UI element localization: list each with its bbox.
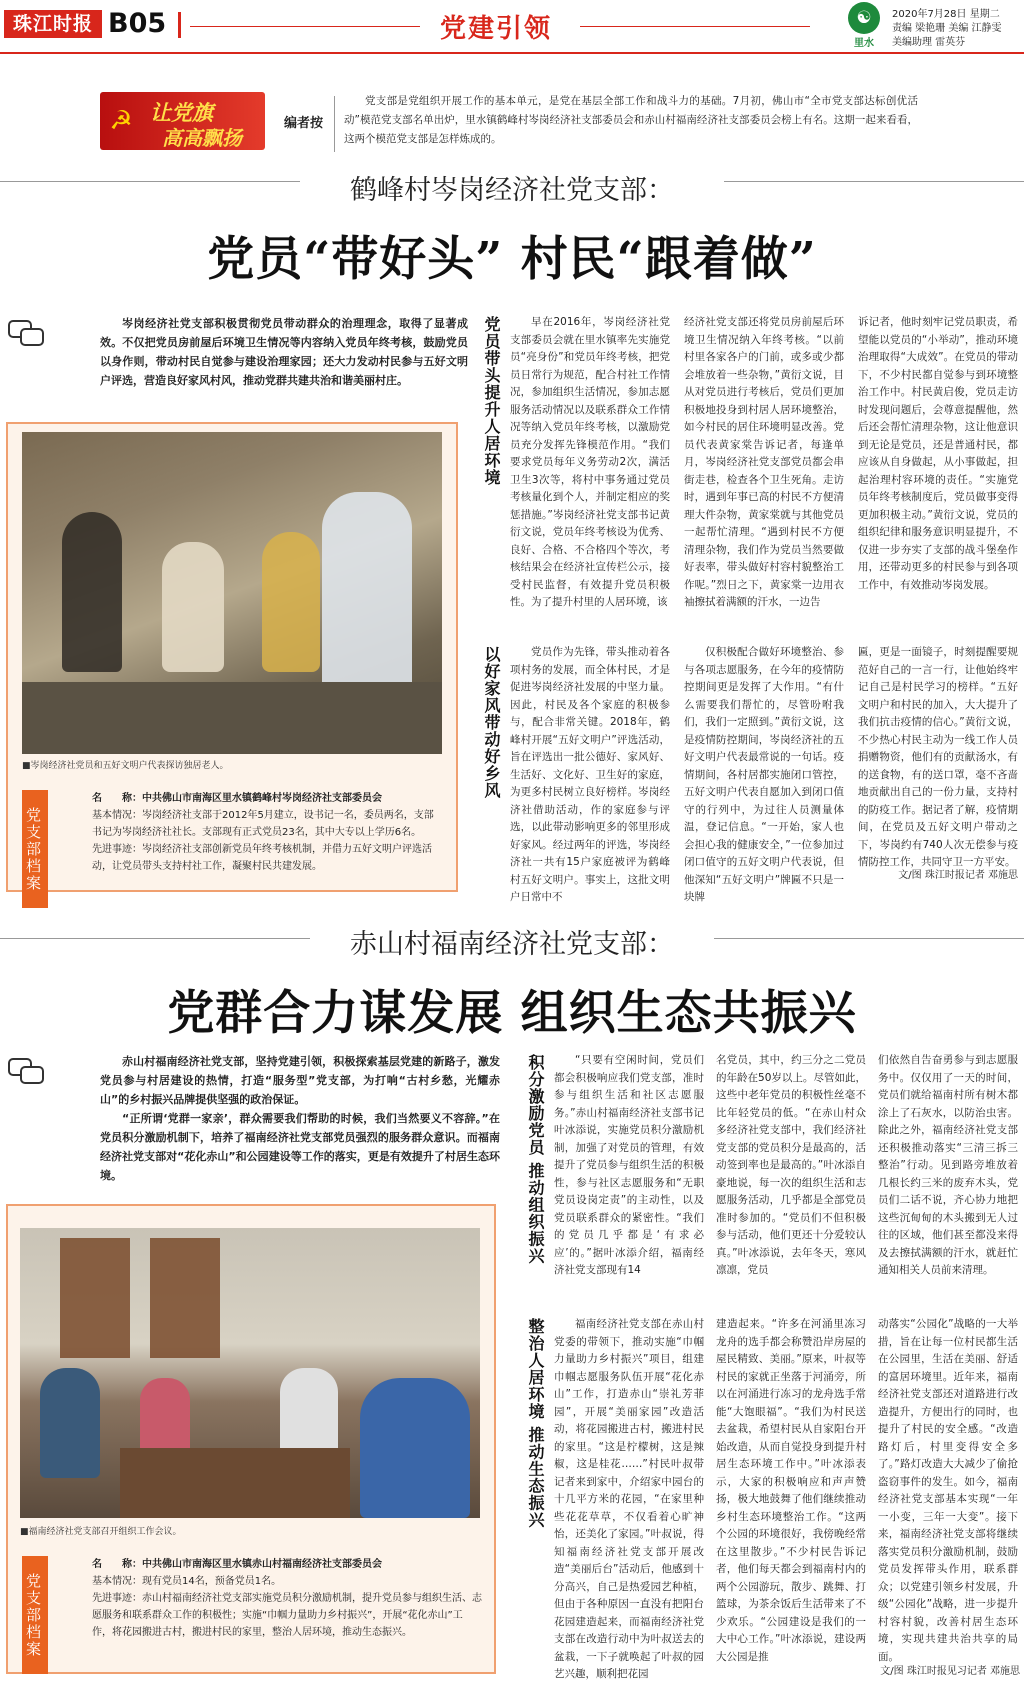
- town-logo: [844, 2, 884, 48]
- article1-sub1-col1: 早在2016年，岑岗经济社党支部委员会就在里水镇率先实施党员“亮身份”和党员年终考核，把党员日常行为规范，配合村社工作情况，参加组织生活情况，参加志愿服务活动情况以及联系群众工作情况等纳入党员年终考核，以激励党员充分发挥先锋模范作用。“我们要求党员每年义务劳动2次，满活卫生3次等，将村中事务通过党员考核量化到个人，并制定相应的奖惩措施。”岑岗经济社党支部书记黄衍文说，党员年终考核设为优秀、良好、合格、不合格四个等次，考核结果会在经济社宣传栏公示，接受村民监督，有效提升党员积极性。为了提升村里的人居环境，该: [510, 316, 670, 608]
- header-divider: [178, 12, 181, 38]
- speech-bubble-icon: [8, 1058, 42, 1088]
- article1-sub1-col2: 经济社党支部还将党员房前屋后环境卫生情况纳入年终考核。“以前村里各家各户的门前，或多或少都会堆放着一些杂物，”黄衍文说，目从对党员进行考核后，党员们更加积极地投身到村居人居环境整治，如今村民的居住环境明显改善。党员代表黄家棠告诉记者，每逢单月，岑岗经济社党支部党员都会串街走巷，检查各个卫生死角。走访时，遇到年事已高的村民不方便清理大件杂物，黄家棠就与其他党员一起帮忙清理。“遇到村民不方便清理杂物，我们作为党员当然要做好表率，带头做好村容村貌整治工作呢。”烈日之下，黄家棠一边用衣袖擦拭着满额的汗水，一边告: [684, 316, 844, 608]
- article2-photo-caption: ■福南经济社党支部召开组织工作会议。: [20, 1527, 182, 1537]
- editors-line-2: 美编助理 雷英芬: [892, 37, 966, 48]
- town-logo-icon: ☯: [848, 2, 880, 34]
- article1-sub2-col1: 党员作为先锋，带头推动着各项村务的发展，而全体村民，才是促进岑岗经济社发展的中坚力量。因此，村民及各个家庭的积极参与，配合非常关键。2018年，鹤峰村开展“五好文明户”评选活动，旨在评选出一批公德好、家风好、生活好、文化好、卫生好的家庭，为更多村民树立良好榜样。岑岗经济社借助活动，作的家庭参与评选，以此带动影响更多的邻里形成好家风。经过两年的评选，岑岗经济社一共有15户家庭被评为鹤峰村五好文明户。事实上，这批文明户日常中不: [510, 646, 670, 903]
- archive-name: 名 称：中共佛山市南海区里水镇鹤峰村岑岗经济社支部委员会: [92, 793, 382, 804]
- article2-subhead-2: 整治人居环境 推动生态振兴: [526, 1318, 545, 1529]
- archive-basic: 基本情况：现有党员14名，预备党员1名。: [92, 1576, 282, 1587]
- article2-rule-left: [0, 938, 310, 939]
- editor-label: 编者按: [284, 116, 324, 131]
- header-right-rule: [580, 26, 810, 27]
- archive-name: 名 称：中共佛山市南海区里水镇赤山村福南经济社支部委员会: [92, 1559, 382, 1570]
- archive-deeds: 先进事迹：岑岗经济社支部创新党员年终考核机制，并借力五好文明户评选活动，让党员带头支持村社工作，凝聚村民共建发展。: [92, 844, 432, 872]
- article1-lead: 岑岗经济社党支部积极贯彻党员带动群众的治理理念，取得了显著成效。不仅把党员房前屋后环境卫生情况等内容纳入党员年终考核，鼓励党员以身作则，带动村民自觉参与建设治理家园；还大力发动村民参与五好文明户评选，营造良好家风村风，推动党群共建共治和谐美丽村庄。: [100, 317, 468, 387]
- article1-byline: 文/图 珠江时报记者 邓施思: [898, 870, 1018, 881]
- article2-rule-right: [714, 938, 1024, 939]
- issue-date: 2020年7月28日 星期二: [892, 9, 1000, 20]
- article2-sub2-col2: 建造起来。“许多在河涌里冻习龙舟的选手都会称赞沿岸房屋的屋民精致、美丽。”原来，叶叔等村民的家就正坐落于河涌旁，所以在河涌进行冻习的龙舟选手常能“大饱眼福”。“我们为村民送去盆栽，希望村民从自家阳台开始改造，从而自觉投身到提升村居生态环境工作中。”叶冰添表示，大家的积极响应和声声赞扬，极大地鼓舞了他们继续推动乡村生态环境整治工作。“这两个公园的环境很好，我傍晚经常在这里散步。”不少村民告诉记者，他们每天都会到福南村内的两个公园游玩，散步、跳舞、打篮球，为茶余饭后生活带来了不少欢乐。“公园建设是我们的一大中心工作。”叶冰添说，建设两大公园是推: [716, 1318, 866, 1663]
- article1-headline: 党员“带好头” 村民“跟着做”: [207, 232, 817, 287]
- editor-label-divider: [334, 96, 335, 152]
- article2-lead-p1: 赤山村福南经济社党支部，坚持党建引领，积极探索基层党建的新路子，激发党员参与村居建设的热情，打造“服务型”党支部，为打响“古村乡愁，光耀赤山”的乡村振兴品牌提供坚强的政治保证。: [100, 1055, 500, 1106]
- paper-name: 珠江时报: [4, 10, 102, 38]
- section-title: 党建引领: [440, 14, 553, 44]
- banner-title-line2: 高高飘扬: [162, 126, 242, 150]
- article1-kicker: 鹤峰村岑岗经济社党支部：: [350, 175, 674, 206]
- issue-info: [892, 8, 1022, 50]
- article2-sub2-col1: 福南经济社党支部在赤山村党委的带领下，推动实施“巾帼力量助力乡村振兴”项目，组建巾帼志愿服务队伍开展“花化赤山”工作，打造赤山“崇礼芳菲园”，开展“美丽家园”改造活动，将花园搬进古村，搬进村民的家里。“这是柠檬树，这是辣椒，这是桂花……”村民叶叔带记者来到家中，介绍家中园台的十几平方米的花园，“在家里种些花花草草，不仅看着心旷神怡，还美化了家园。”叶叔说，得知福南经济社党支部开展改造“美丽后台”活动后，他感到十分高兴，自己是热爱园艺种植，但由于各种原因一直没有把阳台花园建造起来，而福南经济社党支部在改造行动中为叶叔送去的盆栽，一下子就唤起了叶叔的园艺兴趣，顺利把花园: [554, 1318, 704, 1680]
- speech-bubble-icon: [8, 320, 42, 350]
- article1-subhead-2: 以好家风带动好乡风: [482, 646, 501, 799]
- article1-sub1-col3: 诉记者，他时刻牢记党员职责，希望能以党员的“小举动”，推动环境治理取得“大成效”。在党员的带动下，不少村民都自觉参与到环境整治工作中。村民黄启俊，党员走访时发现问题后，会尊意提醒他，然后还会帮忙清理杂物，这让他意识到无论是党员，还是普通村民，都应该从自身做起，从小事做起，担起治理村容环境的责任。“实施党员年终考核制度后，党员做事变得更加积极主动。”黄衍文说，党员的组织纪律和服务意识明显提升，不仅进一步夯实了支部的战斗堡垒作用，还带动更多的村民参与到各项工作中，有效推动岑岗发展。: [858, 316, 1018, 591]
- article1-sub2-col3: 匾，更是一面镜子，时刻提醒要规范好自己的一言一行，让他始终牢记自己是村民学习的榜样。“五好文明户和村民的加入，大大提升了我们抗击疫情的信心。”黄衍文说，不少热心村民主动为一线工作人员捐赠物资，他们有的贡献汤水，有的送食物，有的送口罩，毫不吝啬地贡献出自己的一份力量，支持村的防疫工作。据记者了解，疫情期间，在党员及五好文明户带动之下，岑岗约有740人次无偿参与疫情防控工作，共同守卫一方平安。: [858, 646, 1018, 868]
- article2-headline: 党群合力谋发展 组织生态共振兴: [167, 986, 857, 1041]
- article1-archive: [92, 790, 442, 875]
- article2-photo: [20, 1228, 480, 1518]
- banner-title-line1: 让党旗: [150, 100, 213, 125]
- masthead: [0, 0, 1024, 52]
- article2-lead: [100, 1052, 500, 1185]
- article2-sub1-col2: 名党员，其中，约三分之二党员的年龄在50岁以上。尽管如此，这些中老年党员的积极性丝毫不比年轻党员的低。“在赤山村众多经济社党支部中，我们经济社党支部的党员积分是最高的，活动签到率也是最高的。”叶冰添自豪地说，每一次的组织生活和志愿服务活动，几乎都是全部党员准时参加的。“党员们不但积极参与活动，他们更还十分爱较认真。”叶冰添说，去年冬天，寒风凛凛，党员: [716, 1054, 866, 1276]
- archive-deeds: 先进事迹：赤山村福南经济社党支部实施党员积分激励机制，提升党员参与组织生活、志愿服务和联系群众工作的积极性；实施“巾帼力量助力乡村振兴”，开展“花化赤山”工作，将花园搬进古村，搬进村民的家里，整治人居环境，推动生态振兴。: [92, 1593, 482, 1638]
- header-left-rule: [190, 26, 420, 27]
- editor-note: 党支部是党组织开展工作的基本单元，是党在基层全部工作和战斗力的基础。7月初，佛山市“全市党支部达标创优活动”模范党支部名单出炉，里水镇鹤峰村岑岗经济社支部委员会和赤山村福南经济社支部委员会榜上有名。这期一起来看看，这两个模范党支部是怎样炼成的。: [344, 95, 918, 145]
- banner-badge: [100, 92, 265, 150]
- town-logo-text: 里水: [854, 38, 874, 49]
- article1-archive-tag: 党支部档案: [22, 790, 48, 908]
- article2-subhead-1: 积分激励党员 推动组织振兴: [526, 1054, 545, 1265]
- article2-archive: [92, 1556, 482, 1641]
- archive-basic: 基本情况：岑岗经济社支部于2012年5月建立，设书记一名，委员两名，支部书记为岑岗经济社社长。支部现有正式党员23名，其中大专以上学历6名。: [92, 810, 434, 838]
- article2-byline: 文/图 珠江时报见习记者 邓施思: [880, 1666, 1020, 1677]
- article2-kicker: 赤山村福南经济社党支部：: [350, 929, 674, 960]
- article2-archive-tag: 党支部档案: [22, 1556, 48, 1674]
- article2-sub1-col1: “只要有空闲时间，党员们都会积极响应我们党支部，准时参与组织生活和社区志愿服务。”赤山村福南经济社支部书记叶冰添说，实施党员积分激励机制，加强了对党员的管理，有效提升了党员参与组织生活的积极性，参与社区志愿服务和“无职党员设岗定责”的主动性，以及党员联系群众的紧密性。“我们的党员几乎都是‘有求必应’的。”据叶冰添介绍，福南经济社党支部现有14: [554, 1054, 704, 1276]
- article1-subhead-1: 党员带头提升人居环境: [482, 316, 501, 486]
- page-number: B05: [108, 8, 167, 39]
- article2-sub1-col3: 们依然自告奋勇参与到志愿服务中。仅仅用了一天的时间，党员们就给福南村所有树木都涂上了石灰水，以防治虫害。除此之外，福南经济社党支部还积极推动落实“三清三拆三整治”行动。见到路旁堆放着几根长约三米的废弃木头，党员们二话不说，齐心协力地把这些沉甸甸的木头搬到无人过往的区域，他们甚至都没来得及去擦拭满额的汗水，就赶忙通知相关人员前来清理。: [878, 1054, 1018, 1276]
- article1-photo-caption: ■岑岗经济社党员和五好文明户代表探访独居老人。: [22, 761, 229, 771]
- article2-lead-p2: “正所谓‘党群一家亲’，群众需要我们帮助的时候，我们当然要义不容辞。”在党员积分激励机制下，培养了福南经济社党支部党员强烈的服务群众意识。而福南经济社党支部对“花化赤山”和公园建设等工作的落实，更是有效提升了村居生态环境。: [100, 1112, 500, 1182]
- header-bottom-rule: [0, 52, 1024, 54]
- article1-rule-right: [724, 181, 1024, 182]
- article2-sub2-col3: 动落实“公园化”战略的一大举措，旨在让每一位村民都生活在公园里，生活在美丽、舒适的富居环境里。近年来，福南经济社党支部还对道路进行改造提升，方便出行的同时，也提升了村民的安全感。“改造路灯后，村里变得安全多了。”路灯改造大大减少了偷抢盗窃事件的发生。如今，福南经济社党支部基本实现“一年一小变，三年一大变”。接下来，福南经济社党支部将继续落实党员积分激励机制，鼓励党员发挥带头作用，联系群众；以党建引领乡村发展，升级“公园化”战略，进一步提升村容村貌，改善村居生态环境，实现共建共治共享的局面。: [878, 1318, 1018, 1663]
- flag-emblem-icon: ☭: [109, 106, 133, 136]
- editors-line-1: 责编 梁艳珊 美编 江静雯: [892, 23, 1002, 34]
- article1-photo: [22, 432, 442, 754]
- article1-sub2-col2: 仅积极配合做好环境整治、参与各项志愿服务，在今年的疫情防控期间更是发挥了大作用。“有什么需要我们帮忙的，尽管吩咐我们，我们一定照到。”黄衍文说，这是疫情防控期间，岑岗经济社的五好文明户代表最常说的一句话。疫情期间，各村居都实施闭口管控，五好文明户代表自愿加入到闭口值守的行列中，为过往人员测量体温，登记信息。“一开始，家人也会担心我的健康安全，”一位参加过闭口值守的五好文明户代表说，但他深知“五好文明户”牌匾不只是一块牌: [684, 646, 844, 903]
